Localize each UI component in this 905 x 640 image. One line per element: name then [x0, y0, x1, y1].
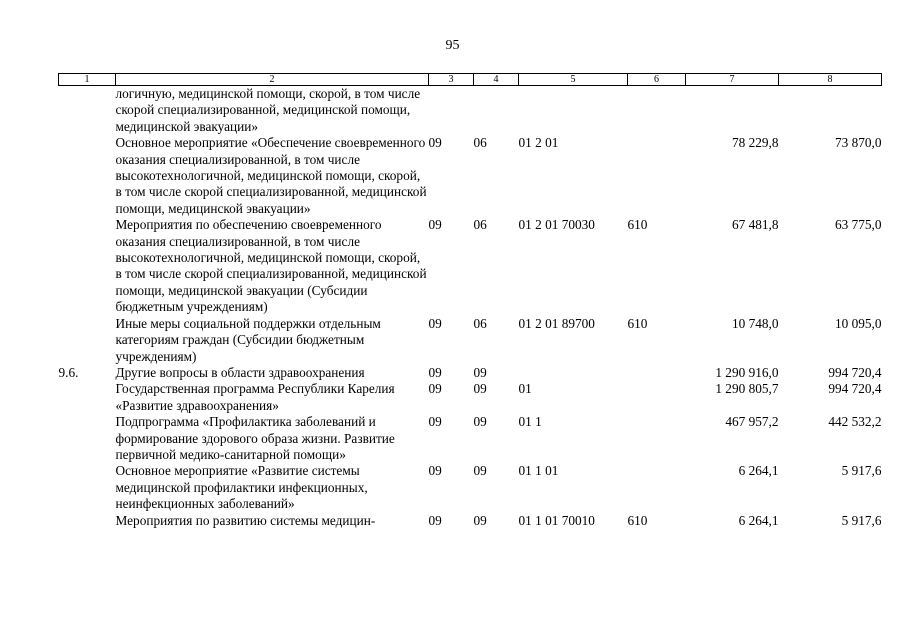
column-header: 8: [779, 74, 882, 86]
row-podrazdel: 06: [473, 217, 487, 233]
row-target-article: 01 1: [518, 414, 542, 430]
table-row: [59, 513, 882, 529]
row-name: Другие вопросы в области здравоохранения: [115, 364, 365, 380]
row-podrazdel: 06: [473, 135, 487, 151]
row-amount-year2: 994 720,4: [828, 364, 882, 380]
row-name: Основное мероприятие «Обеспечение своевременного оказания специализированной, в том числе высокотехнологичной, медицинской помощи, скорой, в том числе скорой специализированной, медицинской помощи, медицинской эвакуации»: [115, 135, 427, 216]
column-header: 7: [686, 74, 779, 86]
row-podrazdel: 09: [473, 463, 487, 479]
row-amount-year1: 6 264,1: [738, 463, 779, 479]
row-target-article: 01 2 01: [518, 135, 559, 151]
row-amount-year2: 5 917,6: [841, 463, 882, 479]
row-amount-year2: 994 720,4: [828, 381, 882, 397]
budget-table: [58, 73, 882, 529]
column-header: 6: [628, 74, 686, 86]
row-target-article: 01 2 01 70030: [518, 217, 595, 233]
row-name: Мероприятия по обеспечению своевременного оказания специализированной, в том числе высокотехнологичной, медицинской помощи, скорой, в том числе скорой специализированной, медицинской помощи, медицинской эвакуации (Субсидии бюджетным учреждениям): [115, 217, 427, 315]
row-number: [59, 381, 116, 414]
column-header: 3: [429, 74, 474, 86]
row-razdel: 09: [428, 364, 442, 380]
row-target-article: 01 1 01: [518, 463, 559, 479]
row-expense-type: 610: [627, 315, 648, 331]
row-number: [59, 463, 116, 512]
row-number: 9.6.: [58, 364, 79, 380]
row-number: [59, 513, 116, 529]
row-podrazdel: 09: [473, 381, 487, 397]
row-expense-type: [628, 463, 686, 512]
row-razdel: 09: [428, 512, 442, 528]
row-target-article: 01 1 01 70010: [518, 512, 595, 528]
row-amount-year1: 10 748,0: [731, 315, 779, 331]
row-expense-type: [628, 365, 686, 381]
row-name: Государственная программа Республики Карелия «Развитие здравоохранения»: [115, 381, 395, 413]
row-expense-type: [628, 135, 686, 217]
row-podrazdel: [474, 86, 519, 136]
row-amount-year2: 5 917,6: [841, 512, 882, 528]
row-amount-year2: 73 870,0: [834, 135, 882, 151]
row-number: [59, 217, 116, 315]
table-row: [59, 365, 882, 381]
column-number-header-row: [59, 74, 882, 86]
row-name: Мероприятия по развитию системы медицин-: [115, 512, 376, 528]
row-amount-year2: [779, 86, 882, 136]
row-podrazdel: 06: [473, 315, 487, 331]
row-target-article: [519, 86, 628, 136]
table-row: [59, 463, 882, 512]
table-row: [59, 381, 882, 414]
row-amount-year1: 1 290 805,7: [715, 381, 779, 397]
row-podrazdel: 09: [473, 364, 487, 380]
row-amount-year1: 67 481,8: [731, 217, 779, 233]
row-name: Иные меры социальной поддержки отдельным категориям граждан (Субсидии бюджетным учреждениям): [115, 315, 381, 364]
table-row: [59, 135, 882, 217]
table-row: [59, 414, 882, 463]
row-amount-year2: 442 532,2: [828, 414, 882, 430]
row-amount-year1: 6 264,1: [738, 512, 779, 528]
row-target-article: 01: [518, 381, 532, 397]
row-amount-year1: [686, 86, 779, 136]
row-number: [59, 316, 116, 365]
row-number: [59, 414, 116, 463]
row-expense-type: [628, 414, 686, 463]
row-expense-type: [628, 86, 686, 136]
row-podrazdel: 09: [473, 512, 487, 528]
row-razdel: 09: [428, 135, 442, 151]
row-razdel: [429, 86, 474, 136]
row-amount-year2: 10 095,0: [834, 315, 882, 331]
row-name: логичную, медицинской помощи, скорой, в том числе скорой специализированной, медицинской помощи, медицинской эвакуации»: [115, 86, 421, 134]
row-number: [59, 86, 116, 136]
row-target-article: [519, 365, 628, 381]
row-razdel: 09: [428, 414, 442, 430]
row-expense-type: 610: [627, 217, 648, 233]
row-target-article: 01 2 01 89700: [518, 315, 595, 331]
row-amount-year1: 467 957,2: [725, 414, 779, 430]
row-name: Основное мероприятие «Развитие системы медицинской профилактики инфекционных, неинфекционных заболеваний»: [115, 463, 368, 512]
row-razdel: 09: [428, 217, 442, 233]
row-name: Подпрограмма «Профилактика заболеваний и формирование здорового образа жизни. Развитие первичной медико-санитарной помощи»: [115, 414, 395, 462]
page-number: 95: [445, 38, 460, 53]
column-header: 4: [474, 74, 519, 86]
row-amount-year1: 1 290 916,0: [715, 364, 779, 380]
row-podrazdel: 09: [473, 414, 487, 430]
row-amount-year2: 63 775,0: [834, 217, 882, 233]
table-row: [59, 86, 882, 136]
row-expense-type: 610: [627, 512, 648, 528]
column-header: 5: [519, 74, 628, 86]
row-razdel: 09: [428, 381, 442, 397]
column-header: 2: [116, 74, 429, 86]
row-razdel: 09: [428, 463, 442, 479]
row-amount-year1: 78 229,8: [731, 135, 779, 151]
table-row: [59, 217, 882, 315]
table-row: [59, 316, 882, 365]
row-expense-type: [628, 381, 686, 414]
row-razdel: 09: [428, 315, 442, 331]
column-header: 1: [59, 74, 116, 86]
row-number: [59, 135, 116, 217]
